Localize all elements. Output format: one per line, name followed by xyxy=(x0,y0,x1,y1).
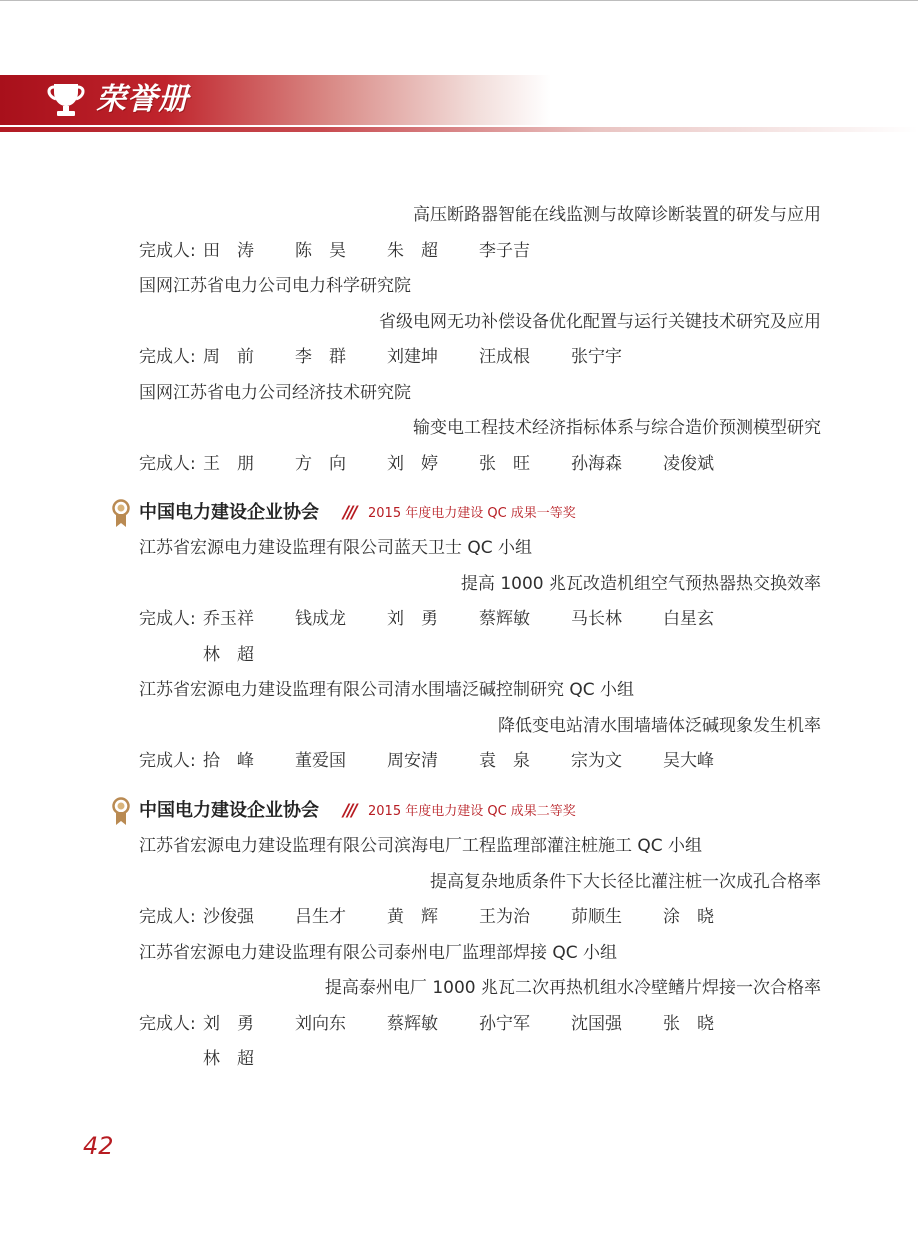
person-name: 蔡辉敏 xyxy=(479,609,530,629)
persons-label: 完成人: xyxy=(139,1014,196,1034)
award-name: 2015 年度电力建设 QC 成果二等奖 xyxy=(368,804,576,819)
person-name: 张 旺 xyxy=(479,454,530,474)
person-name: 涂 晓 xyxy=(663,907,714,927)
person-name: 孙海森 xyxy=(571,454,622,474)
person-name: 刘 勇 xyxy=(387,609,438,629)
person-name: 方 向 xyxy=(295,454,346,474)
person-name: 张宁宇 xyxy=(571,347,622,367)
persons-row xyxy=(139,904,755,930)
person-name: 张 晓 xyxy=(663,1014,714,1034)
section-org: 中国电力建设企业协会 xyxy=(139,800,319,821)
persons-row xyxy=(139,238,571,264)
person-name: 茆顺生 xyxy=(571,907,622,927)
page-number: 42 xyxy=(83,1132,114,1160)
persons-label: 完成人: xyxy=(139,454,196,474)
team-name: 江苏省宏源电力建设监理有限公司泰州电厂监理部焊接 QC 小组 xyxy=(139,943,618,963)
person-name: 周 前 xyxy=(203,347,254,367)
person-name: 王为治 xyxy=(479,907,530,927)
persons-row-continued xyxy=(203,642,254,668)
team-name: 江苏省宏源电力建设监理有限公司清水围墙泛碱控制研究 QC 小组 xyxy=(139,680,635,700)
team-name: 江苏省宏源电力建设监理有限公司滨海电厂工程监理部灌注桩施工 QC 小组 xyxy=(139,836,703,856)
section-divider: /// xyxy=(343,801,356,821)
project-title: 提高复杂地质条件下大长径比灌注桩一次成孔合格率 xyxy=(430,872,821,892)
persons-row xyxy=(139,344,663,370)
person-name: 孙宁军 xyxy=(479,1014,530,1034)
project-title: 输变电工程技术经济指标体系与综合造价预测模型研究 xyxy=(413,418,821,438)
persons-row xyxy=(139,451,755,477)
persons-label: 完成人: xyxy=(139,751,196,771)
person-name: 周安清 xyxy=(387,751,438,771)
person-name: 王 朋 xyxy=(203,454,254,474)
page-title: 荣誉册 xyxy=(96,82,189,117)
persons-row xyxy=(139,606,755,632)
project-title: 高压断路器智能在线监测与故障诊断装置的研发与应用 xyxy=(413,205,821,225)
medal-icon xyxy=(110,499,132,528)
person-name: 钱成龙 xyxy=(295,609,346,629)
person-name: 吕生才 xyxy=(295,907,346,927)
person-name: 刘向东 xyxy=(295,1014,346,1034)
person-name: 拾 峰 xyxy=(203,751,254,771)
team-name: 江苏省宏源电力建设监理有限公司蓝天卫士 QC 小组 xyxy=(139,538,533,558)
project-title: 提高泰州电厂 1000 兆瓦二次再热机组水冷壁鳍片焊接一次合格率 xyxy=(324,978,821,998)
person-name: 林 超 xyxy=(203,1049,254,1069)
organization-name: 国网江苏省电力公司经济技术研究院 xyxy=(139,383,411,403)
person-name: 凌俊斌 xyxy=(663,454,714,474)
person-name: 沙俊强 xyxy=(203,907,254,927)
persons-label: 完成人: xyxy=(139,241,196,261)
person-name: 林 超 xyxy=(203,645,254,665)
award-name: 2015 年度电力建设 QC 成果一等奖 xyxy=(368,506,576,521)
person-name: 李 群 xyxy=(295,347,346,367)
person-name: 沈国强 xyxy=(571,1014,622,1034)
persons-row xyxy=(139,1011,755,1037)
person-name: 刘 勇 xyxy=(203,1014,254,1034)
project-title: 提高 1000 兆瓦改造机组空气预热器热交换效率 xyxy=(460,574,821,594)
person-name: 马长林 xyxy=(571,609,622,629)
person-name: 汪成根 xyxy=(479,347,530,367)
persons-row-continued xyxy=(203,1046,254,1072)
person-name: 朱 超 xyxy=(387,241,438,261)
person-name: 吴大峰 xyxy=(663,751,714,771)
persons-row xyxy=(139,748,755,774)
persons-label: 完成人: xyxy=(139,609,196,629)
medal-icon xyxy=(110,797,132,826)
section-org: 中国电力建设企业协会 xyxy=(139,502,319,523)
person-name: 陈 昊 xyxy=(295,241,346,261)
person-name: 乔玉祥 xyxy=(203,609,254,629)
person-name: 袁 泉 xyxy=(479,751,530,771)
person-name: 白星玄 xyxy=(663,609,714,629)
project-title: 降低变电站清水围墙墙体泛碱现象发生机率 xyxy=(498,716,821,736)
person-name: 董爱国 xyxy=(295,751,346,771)
person-name: 黄 辉 xyxy=(387,907,438,927)
person-name: 宗为文 xyxy=(571,751,622,771)
persons-label: 完成人: xyxy=(139,347,196,367)
person-name: 刘建坤 xyxy=(387,347,438,367)
person-name: 李子吉 xyxy=(479,241,530,261)
person-name: 刘 婷 xyxy=(387,454,438,474)
person-name: 田 涛 xyxy=(203,241,254,261)
person-name: 蔡辉敏 xyxy=(387,1014,438,1034)
organization-name: 国网江苏省电力公司电力科学研究院 xyxy=(139,276,411,296)
project-title: 省级电网无功补偿设备优化配置与运行关键技术研究及应用 xyxy=(379,312,821,332)
section-divider: /// xyxy=(343,503,356,523)
persons-label: 完成人: xyxy=(139,907,196,927)
